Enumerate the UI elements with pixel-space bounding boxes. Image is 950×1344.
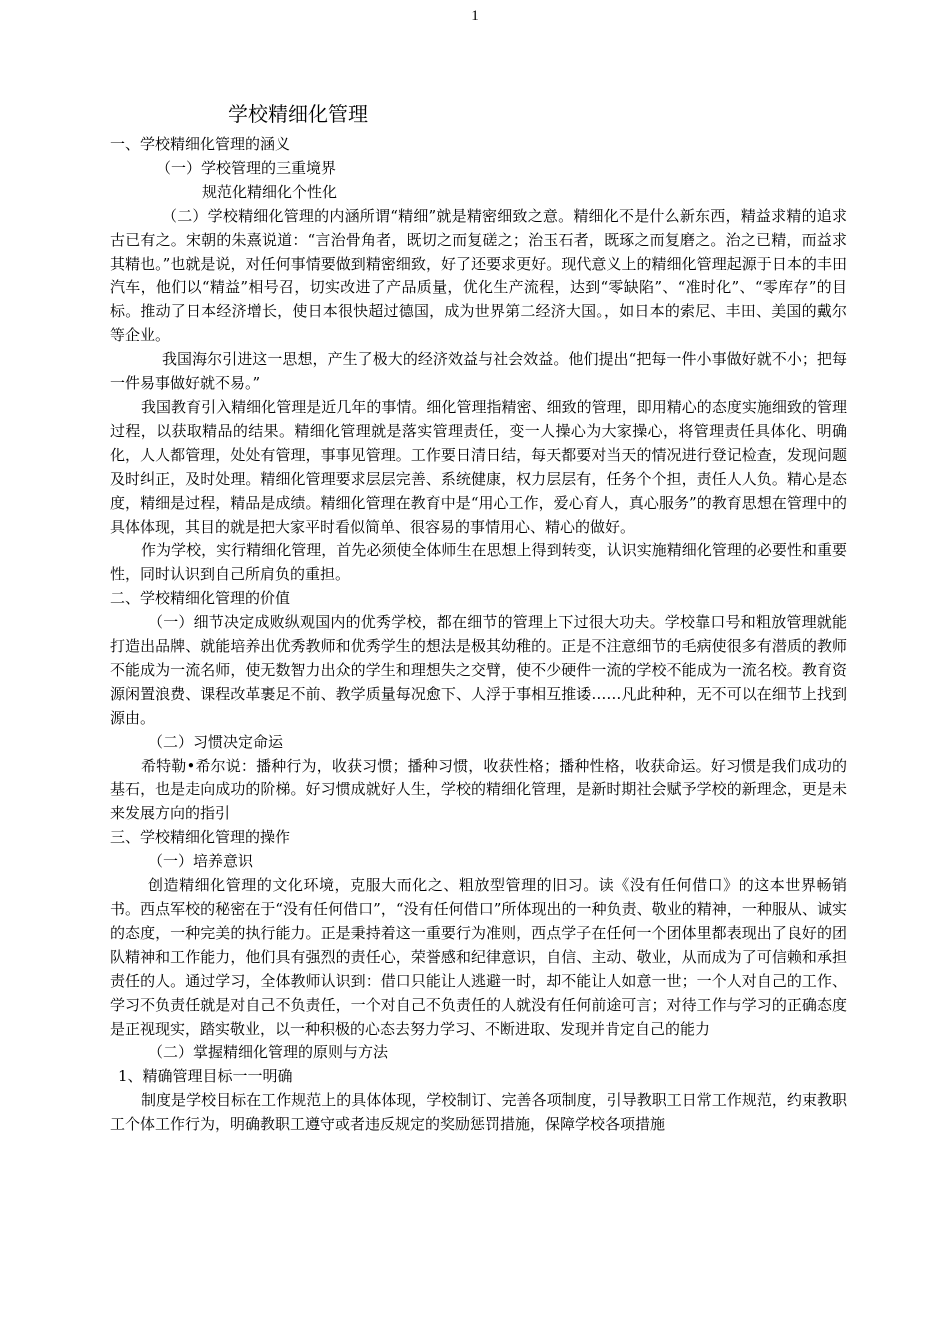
subsection-heading: 1、精确管理目标一一明确 — [118, 1067, 293, 1086]
paragraph: 创造精细化管理的文化环境，克服大而化之、粗放型管理的旧习。读《没有任何借口》的这本世界畅销书。西点军校的秘密在于“没有任何借口”，“没有任何借口”所体现出的一种负责、敬业的精神，一种服从、诚实的态度，一种完美的执行能力。正是秉持着这一重要行为准则，西点学子在任何一个团体里都表现出了良好的团队精神和工作能力，他们具有强烈的责任心，荣誉感和纪律意识，自信、主动、敬业，从而成为了可信赖和承担责任的人。通过学习，全体教师认识到：借口只能让人逃避一时，却不能让人如意一世；一个人对自己的工作、学习不负责任就是对自己不负责任，一个对自己不负责任的人就没有任何前途可言；对待工作与学习的正确态度是正视现实，踏实敬业，以一种积极的心态去努力学习、不断进取、发现并肯定自己的能力 — [110, 876, 847, 1038]
subsection-heading: （一）培养意识 — [148, 852, 254, 871]
section-heading: 三、学校精细化管理的操作 — [110, 828, 291, 847]
page-number: 1 — [471, 8, 479, 24]
section-heading: 一、学校精细化管理的涵义 — [110, 135, 291, 153]
paragraph: 希特勒•希尔说：播种行为，收获习惯；播种习惯，收获性格；播种性格，收获命运。好习惯是我们成功的基石，也是走向成功的阶梯。好习惯成就好人生，学校的精细化管理，是新时期社会赋予学校的新理念，更是未来发展方向的指引 — [110, 756, 847, 823]
paragraph: 作为学校，实行精细化管理，首先必须使全体师生在思想上得到转变，认识实施精细化管理的必要性和重要性，同时认识到自己所肩负的重担。 — [110, 541, 847, 584]
paragraph: （二）学校精细化管理的内涵所谓“精细”就是精密细致之意。精细化不是什么新东西，精益求精的追求古已有之。宋朝的朱熹说道：“言治骨角者，既切之而复磋之；治玉石者，既琢之而复磨之。治之已精，而益求其精也。”也就是说，对任何事情要做到精密细致，好了还要求更好。现代意义上的精细化管理起源于日本的丰田汽车，他们以“精益”相号召，切实改进了产品质量，优化生产流程，达到“零缺陷”、“准时化”、“零库存”的目标。推动了日本经济增长，使日本很快超过德国，成为世界第二经济大国。，如日本的索尼、丰田、美国的戴尔等企业。 — [110, 206, 847, 345]
paragraph: （一）细节决定成败纵观国内的优秀学校，都在细节的管理上下过很大功夫。学校靠口号和粗放管理就能打造出品牌、就能培养出优秀教师和优秀学生的想法是极其幼稚的。正是不注意细节的毛病使很多有潜质的教师不能成为一流名师，使无数智力出众的学生和理想失之交臂，使不少硬件一流的学校不能成为一流名校。教育资源闲置浪费、课程改革裹足不前、教学质量每况愈下、人浮于事相互推诿……凡此种种，无不可以在细节上找到源由。 — [110, 613, 847, 727]
subsection-heading: （二）掌握精细化管理的原则与方法 — [148, 1043, 389, 1062]
subsection-heading: （二）习惯决定命运 — [148, 732, 284, 751]
paragraph: 我国教育引入精细化管理是近几年的事情。细化管理指精密、细致的管理，即用精心的态度实施细致的管理过程，以获取精品的结果。精细化管理就是落实管理责任，变一人操心为大家操心，将管理责任具体化、明确化，人人都管理，处处有管理，事事见管理。工作要日清日结，每天都要对当天的情况进行登记检查，发现问题及时纠正，及时处理。精细化管理要求层层完善、系统健康，权力层层有，任务个个担，责任人人负。精心是态度，精细是过程，精品是成绩。精细化管理在教育中是“用心工作，爱心育人，真心服务”的教育思想在管理中的具体体现，其目的就是把大家平时看似简单、很容易的事情用心、精心的做好。 — [110, 397, 847, 536]
section-heading: 二、学校精细化管理的价值 — [110, 589, 291, 608]
paragraph: 我国海尔引进这一思想，产生了极大的经济效益与社会效益。他们提出“把每一件小事做好就不小；把每一件易事做好就不易。” — [110, 350, 847, 393]
paragraph: 制度是学校目标在工作规范上的具体体现，学校制订、完善各项制度，引导教职工日常工作规范，约束教职工个体工作行为，明确教职工遵守或者违反规定的奖励惩罚措施，保障学校各项措施 — [110, 1091, 847, 1134]
document-title: 学校精细化管理 — [228, 102, 368, 126]
document-body — [110, 133, 847, 1137]
subsection-heading: 规范化精细化个性化 — [202, 182, 338, 201]
subsection-heading: （一）学校管理的三重境界 — [156, 158, 337, 177]
